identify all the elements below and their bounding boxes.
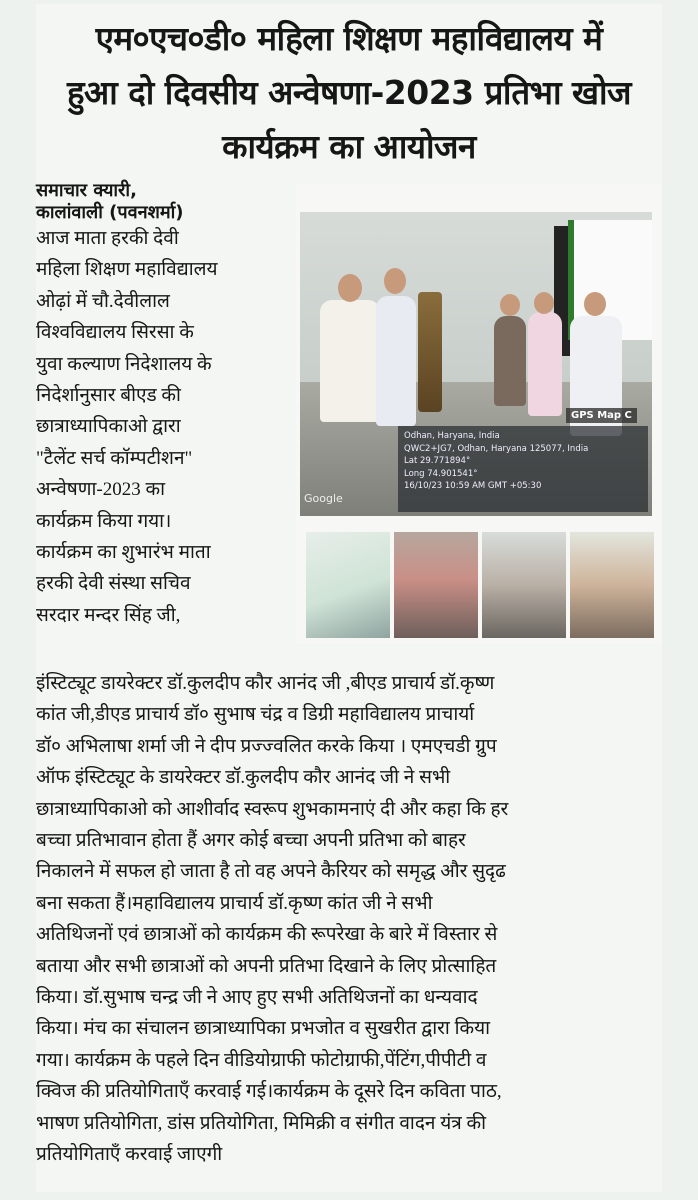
gps-overlay-line: Long 74.901541° <box>404 468 478 479</box>
person-2-head <box>384 268 406 294</box>
body-line: विश्वविद्यालय सिरसा के <box>36 322 194 344</box>
body-full-text <box>36 668 662 1171</box>
body-line: ओढ़ां में चौ.देवीलाल <box>36 290 170 312</box>
body-line: डॉ० अभिलाषा शर्मा जी ने दीप प्रज्ज्वलित करके किया । एमएचडी ग्रुप <box>36 735 497 757</box>
byline <box>36 180 306 224</box>
thumbnail-1 <box>306 532 390 638</box>
google-label: Google <box>304 492 343 505</box>
body-line: अतिथिजनों एवं छात्राओं को कार्यक्रम की रूपरेखा के बारे में विस्तार से <box>36 924 498 946</box>
body-line: प्रतियोगिताएँ करवाई जाएगी <box>36 1144 223 1166</box>
body-line: आज माता हरकी देवी <box>36 228 179 249</box>
body-line: बना सकता हैं।महाविद्यालय प्राचार्य डॉ.कृष्ण कांत जी ने सभी <box>36 892 433 914</box>
thumbnail-3 <box>482 532 566 638</box>
body-line: क्विज की प्रतियोगिताएँ करवाई गई।कार्यक्रम के दूसरे दिन कविता पाठ, <box>36 1081 502 1103</box>
body-line: बताया और सभी छात्राओं को अपनी प्रतिभा दिखाने के लिए प्रोत्साहित <box>36 955 497 977</box>
byline-line-2: कालांवाली (पवनशर्मा) <box>36 202 184 223</box>
body-line: युवा कल्याण निदेशालय के <box>36 353 212 375</box>
headline-line-2: हुआ दो दिवसीय अन्वेषणा-2023 प्रतिभा खोज <box>66 73 632 112</box>
body-line: भाषण प्रतियोगिता, डांस प्रतियोगिता, मिमिक्री व संगीत वादन यंत्र की <box>36 1112 486 1134</box>
gps-overlay-line: Lat 29.771894° <box>404 456 471 466</box>
body-line: निदेर्शानुसार बीएड की <box>36 385 181 407</box>
body-line: महिला शिक्षण महाविद्यालय <box>36 259 218 281</box>
body-line: कांत जी,डीएड प्राचार्य डॉ० सुभाष चंद्र व डिग्री महाविद्यालय प्राचार्या <box>36 704 475 726</box>
body-line: हरकी देवी संस्था सचिव <box>36 573 191 595</box>
body-line: बच्चा प्रतिभावान होता हैं अगर कोई बच्चा अपनी प्रतिभा को बाहर <box>36 830 466 852</box>
body-line: छात्राध्यापिकाओ को आशीर्वाद स्वरूप शुभकामनाएं दी और कहा कि हर <box>36 798 509 820</box>
person-1 <box>320 300 380 422</box>
byline-line-1: समाचार क्यारी, <box>36 180 137 201</box>
gps-overlay-line: 16/10/23 10:59 AM GMT +05:30 <box>404 481 542 491</box>
body-line: अन्वेषणा-2023 का <box>36 479 165 501</box>
body-line: सरदार मन्दर सिंह जी, <box>36 604 181 626</box>
gps-map-label: GPS Map C <box>566 408 637 423</box>
body-line: कार्यक्रम किया गया। <box>36 510 172 532</box>
body-line: "टैलेंट सर्च कॉम्पटीशन" <box>36 447 193 469</box>
body-line: छात्राध्यापिकाओ द्वारा <box>36 416 181 438</box>
body-line: निकालने में सफल हो जाता है तो वह अपने कैरियर को समृद्ध और सुदृढ <box>36 861 506 883</box>
gps-overlay-line: Odhan, Haryana, India <box>404 431 500 441</box>
body-line: ऑफ इंस्टिट्यूट के डायरेक्टर डॉ.कुलदीप कौर आनंद जी ने सभी <box>36 767 451 789</box>
thumbnail-strip <box>306 532 658 640</box>
headline-line-3: कार्यक्रम का आयोजन <box>222 127 476 166</box>
person-2 <box>376 296 416 426</box>
person-4-head <box>534 292 554 314</box>
body-line: किया। डॉ.सुभाष चन्द्र जी ने आए हुए सभी अतिथिजनों का धन्यवाद <box>36 987 478 1009</box>
thumbnail-4 <box>570 532 654 638</box>
body-line: गया। कार्यक्रम के पहले दिन वीडियोग्राफी फोटोग्राफी,पेंटिंग,पीपीटी व <box>36 1049 487 1071</box>
event-photo <box>300 212 652 516</box>
body-line: कार्यक्रम का शुभारंभ माता <box>36 542 211 564</box>
person-3-head <box>500 294 520 316</box>
headline <box>36 12 662 174</box>
body-column-text <box>36 223 284 631</box>
person-3 <box>494 316 526 406</box>
body-line: किया। मंच का संचालन छात्राध्यापिका प्रभजोत व सुखरीत द्वारा किया <box>36 1018 491 1040</box>
thumbnail-2 <box>394 532 478 638</box>
gps-overlay <box>398 426 648 512</box>
gps-overlay-line: QWC2+JG7, Odhan, Haryana 125077, India <box>404 443 589 454</box>
headline-line-1: एम०एच०डी० महिला शिक्षण महाविद्यालय में <box>95 19 603 58</box>
person-5-head <box>584 292 606 316</box>
lamp-stand <box>418 292 442 412</box>
person-1-head <box>338 274 362 302</box>
person-4 <box>528 312 562 416</box>
body-line: इंस्टिट्यूट डायरेक्टर डॉ.कुलदीप कौर आनंद जी ,बीएड प्राचार्य डॉ.कृष्ण <box>36 673 495 694</box>
